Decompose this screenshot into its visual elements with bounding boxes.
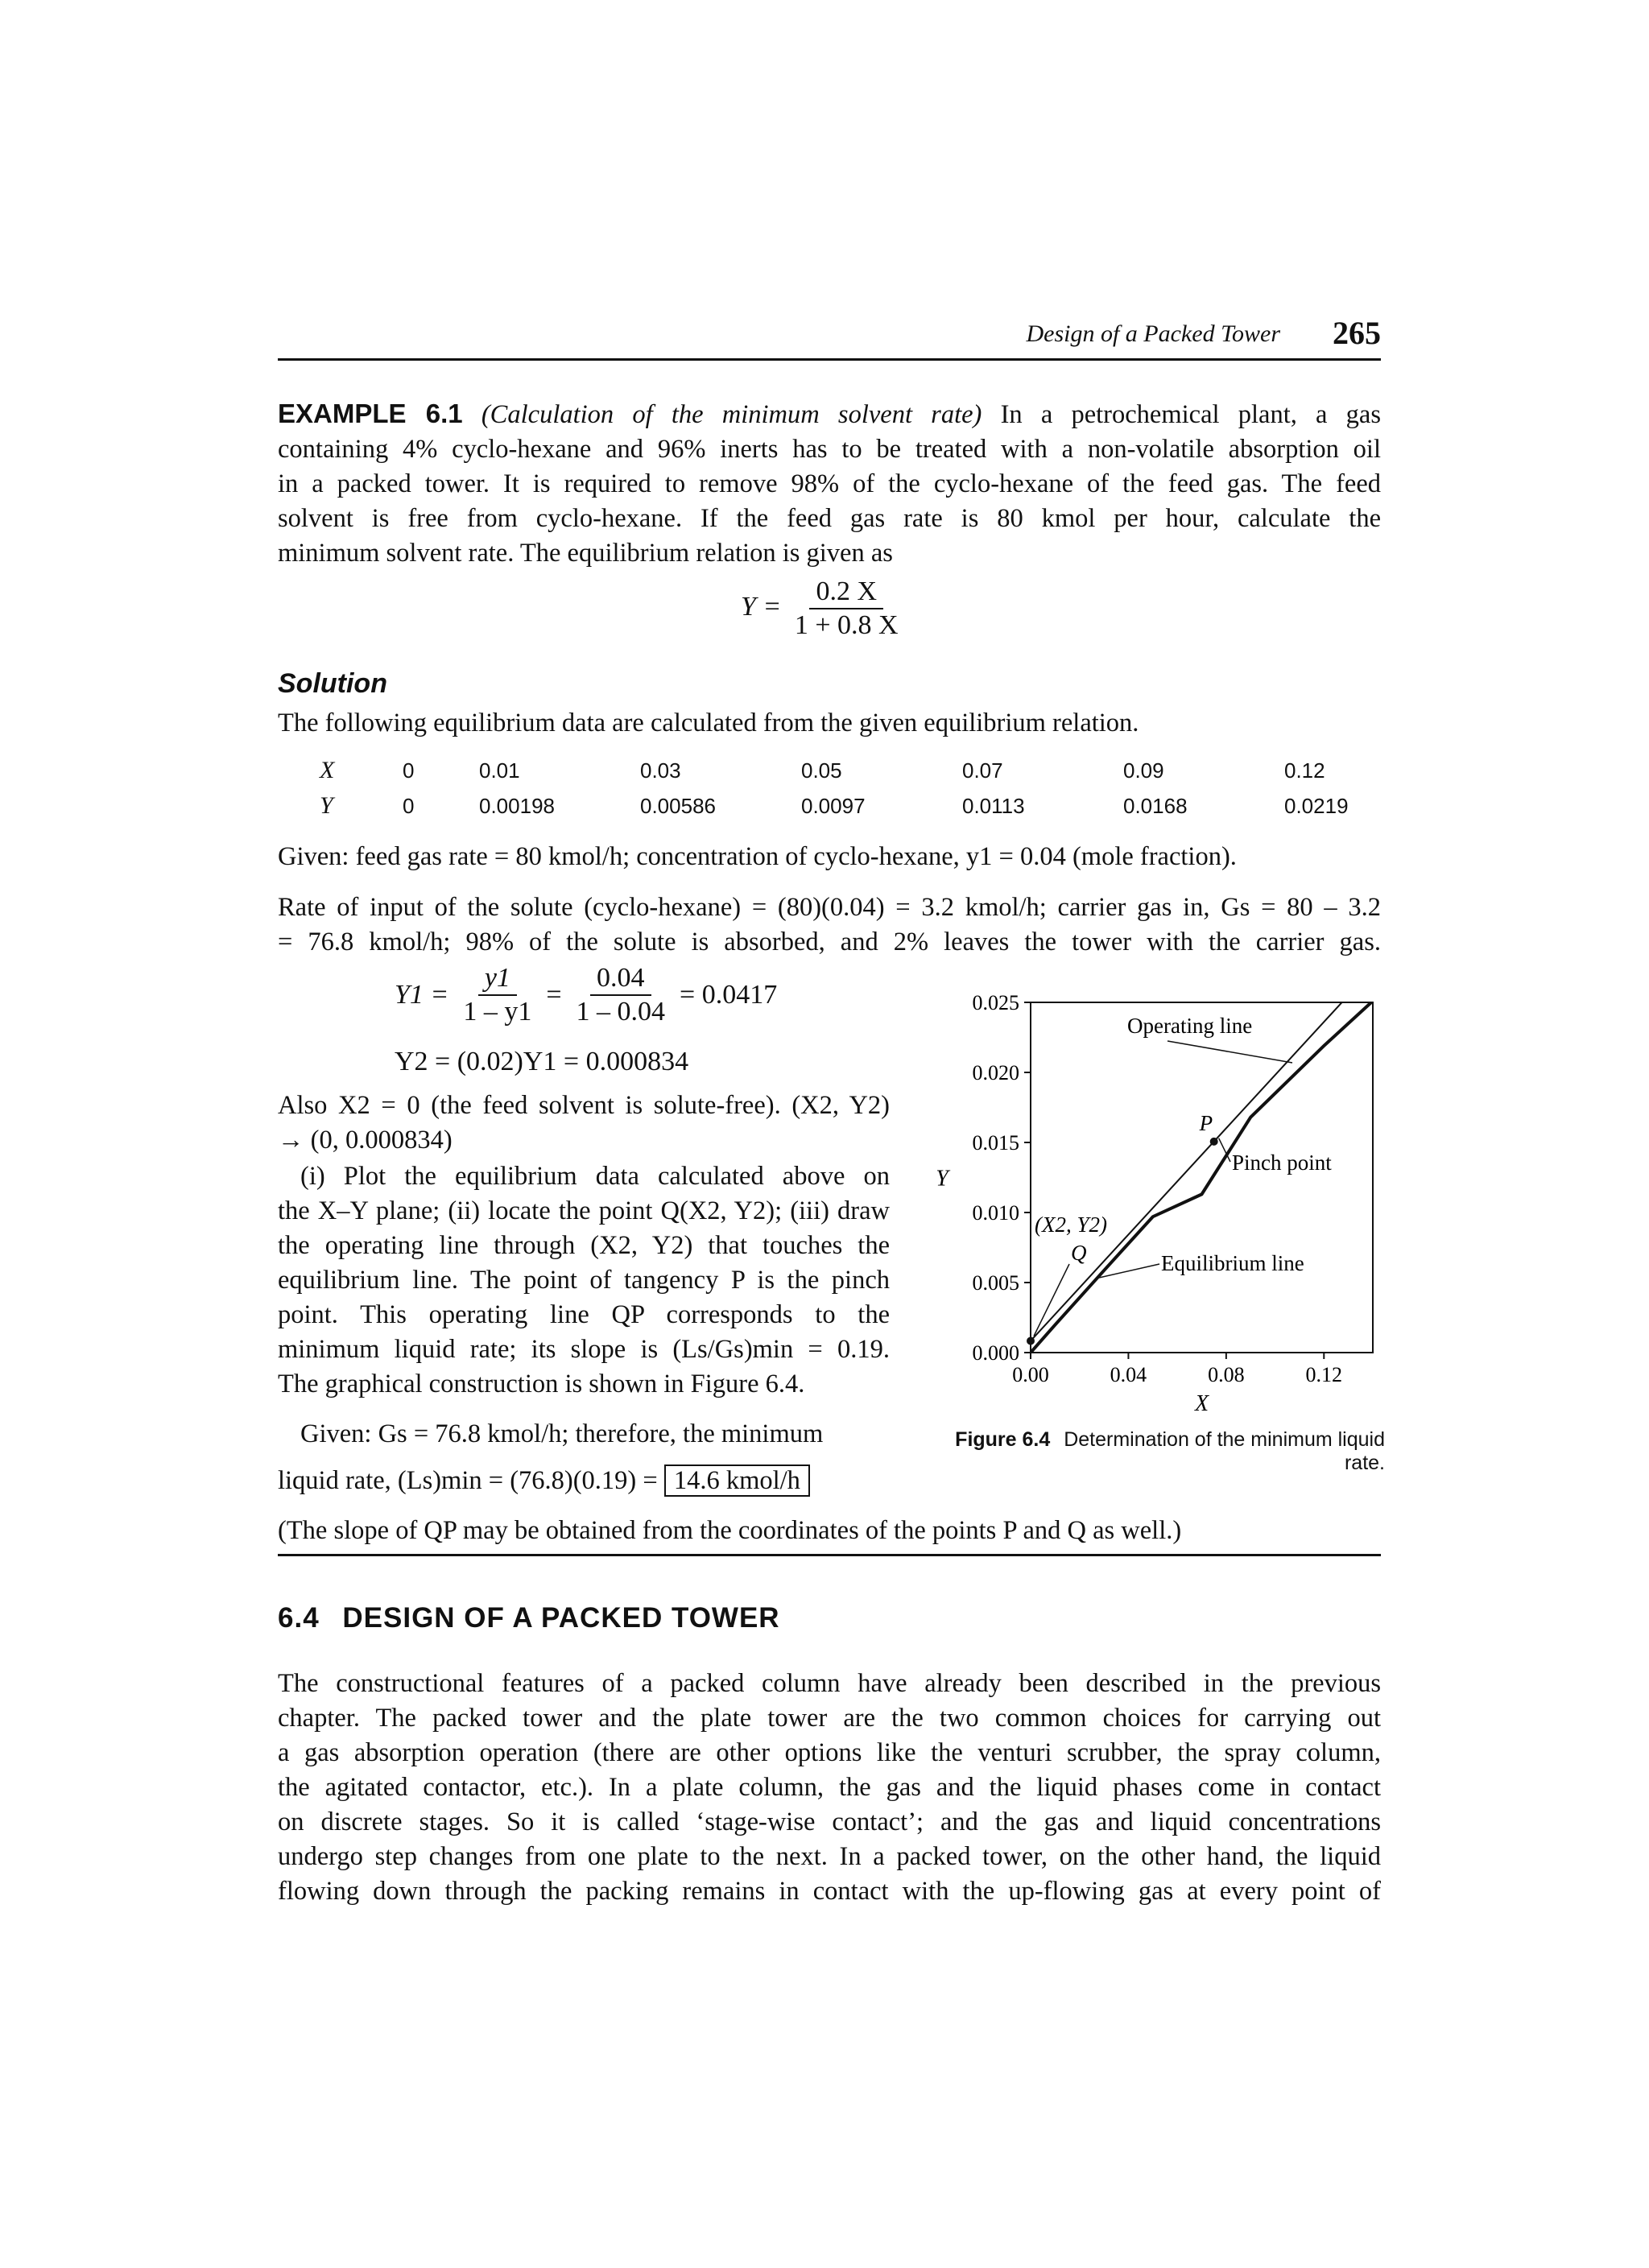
paragraph-line: a gas absorption operation (there are other options like the venturi scrubber, the spray column, (278, 1738, 1381, 1767)
y-tick-label: 0.025 (972, 991, 1019, 1014)
problem-line: In a petrochemical plant, a gas (1000, 400, 1381, 429)
steps-line: minimum liquid rate; its slope is (Ls/Gs)min = 0.19. (278, 1335, 890, 1364)
x-tick-label: 0.08 (1208, 1363, 1245, 1386)
steps-line: the operating line through (X2, Y2) that touches the (278, 1231, 890, 1260)
table-x-label: X (320, 757, 335, 783)
paragraph-line: on discrete stages. So it is called ‘stage-wise contact’; and the gas and liquid concentrations (278, 1807, 1381, 1836)
caption-label: Figure 6.4 (955, 1428, 1051, 1451)
paragraph-line: flowing down through the packing remains in contact with the up-flowing gas at every point of (278, 1877, 1381, 1906)
steps-paragraph (278, 1159, 890, 1402)
table-cell: 0.01 (479, 758, 520, 783)
given-line: Given: feed gas rate = 80 kmol/h; concentration of cyclo-hexane, y1 = 0.04 (mole fraction). (278, 842, 1237, 871)
x-tick-label: 0.04 (1110, 1363, 1147, 1386)
steps-line: The graphical construction is shown in Figure 6.4. (278, 1369, 805, 1398)
problem-line: minimum solvent rate. The equilibrium relation is given as (278, 539, 893, 568)
liquid-rate-result: 14.6 kmol/h (664, 1464, 810, 1497)
equation-lhs: Y = (741, 591, 782, 622)
y1-frac1-den: 1 – y1 (463, 997, 532, 1027)
y-tick-label: 0.020 (972, 1061, 1019, 1084)
annotation-equilibrium-line: Equilibrium line (1161, 1251, 1304, 1275)
section-paragraph (278, 1667, 1381, 1909)
also-paragraph (278, 1089, 890, 1158)
running-title: Design of a Packed Tower (1026, 320, 1280, 347)
example-title: (Calculation of the minimum solvent rate) (481, 400, 982, 429)
solution-heading: Solution (278, 668, 387, 699)
y-tick-label: 0.000 (972, 1341, 1019, 1365)
table-cell: 0.00198 (479, 794, 555, 818)
y1-lhs: Y1 = (395, 980, 449, 1010)
table-cell: 0.03 (640, 758, 681, 783)
annotation-p: P (1199, 1110, 1213, 1135)
y-tick-label: 0.015 (972, 1131, 1019, 1155)
equation-denominator: 1 + 0.8 X (794, 610, 899, 640)
solution-intro: The following equilibrium data are calculated from the given equilibrium relation. (278, 708, 1139, 737)
table-cell: 0.0168 (1123, 794, 1188, 818)
rate-line: Rate of input of the solute (cyclo-hexane) = (80)(0.04) = 3.2 kmol/h; carrier gas in, Gs = 80 – 3.2 (278, 893, 1381, 922)
liquid-rate-prefix: liquid rate, (Ls)min = (76.8)(0.19) = (278, 1466, 658, 1495)
y1-result: = 0.0417 (680, 980, 778, 1010)
steps-line: equilibrium line. The point of tangency P is the pinch (278, 1266, 890, 1295)
y-tick-label: 0.010 (972, 1201, 1019, 1225)
problem-line: containing 4% cyclo-hexane and 96% inerts has to be treated with a non-volatile absorption oil (278, 435, 1381, 464)
x-axis-label: X (1194, 1391, 1209, 1413)
table-y-label: Y (320, 792, 333, 819)
leader-q (1034, 1264, 1069, 1336)
problem-line: in a packed tower. It is required to remove 98% of the cyclo-hexane of the feed gas. The feed (278, 469, 1381, 498)
page-number: 265 (1333, 315, 1381, 351)
example-label: EXAMPLE 6.1 (278, 399, 463, 428)
section-title: DESIGN OF A PACKED TOWER (342, 1602, 780, 1634)
y2-equation: Y2 = (0.02)Y1 = 0.000834 (395, 1047, 689, 1076)
paragraph-line: chapter. The packed tower and the plate tower are the two common choices for carrying out (278, 1704, 1381, 1733)
steps-line: point. This operating line QP corresponds to the (278, 1300, 890, 1329)
steps-line: (i) Plot the equilibrium data calculated above on (300, 1162, 890, 1191)
x-tick-label: 0.00 (1012, 1363, 1049, 1386)
problem-line: solvent is free from cyclo-hexane. If the feed gas rate is 80 kmol per hour, calculate the (278, 504, 1381, 533)
caption-text: Determination of the minimum liquid rate. (1064, 1428, 1385, 1474)
y1-frac2-den: 1 – 0.04 (576, 997, 666, 1027)
y-axis-label: Y (936, 1166, 948, 1192)
figure-6-4-chart (926, 978, 1385, 1413)
equilibrium-line (1031, 1001, 1373, 1353)
liquid-rate-line (278, 1464, 1002, 1498)
table-cell: 0 (403, 758, 415, 783)
leader-operating-line (1168, 1041, 1292, 1063)
table-cell: 0.05 (801, 758, 842, 783)
y1-equals: = (546, 980, 562, 1010)
table-cell: 0.12 (1284, 758, 1325, 783)
equilibrium-table (278, 757, 1381, 829)
annotation-operating-line: Operating line (1127, 1014, 1253, 1038)
paragraph-line: The constructional features of a packed column have already been described in the previous (278, 1669, 1381, 1698)
y1-frac1-num: y1 (478, 962, 517, 996)
table-cell: 0.0113 (962, 794, 1025, 818)
y-tick-label: 0.005 (972, 1271, 1019, 1295)
equation-numerator: 0.2 X (809, 576, 883, 609)
also-line: Also X2 = 0 (the feed solvent is solute-free). (X2, Y2) (278, 1091, 890, 1120)
equilibrium-equation (741, 576, 905, 642)
pinch-point-marker (1210, 1138, 1218, 1146)
y1-frac2-num: 0.04 (590, 962, 651, 996)
table-cell: 0.0219 (1284, 794, 1349, 818)
paragraph-line: the agitated contactor, etc.). In a plate column, the gas and the liquid phases come in contact (278, 1773, 1381, 1802)
section-heading (278, 1602, 780, 1634)
table-cell: 0.09 (1123, 758, 1164, 783)
rate-line: = 76.8 kmol/h; 98% of the solute is absorbed, and 2% leaves the tower with the carrier gas. (278, 927, 1381, 956)
example-end-rule (278, 1554, 1381, 1556)
slope-note: (The slope of QP may be obtained from the coordinates of the points P and Q as well.) (278, 1516, 1182, 1545)
annotation-q: Q (1071, 1241, 1087, 1265)
annotation-x2-y2: (X2, Y2) (1035, 1212, 1107, 1237)
header-rule (278, 358, 1381, 361)
figure-caption (918, 1428, 1385, 1475)
table-cell: 0.00586 (640, 794, 716, 818)
rate-paragraph (278, 890, 1381, 960)
table-cell: 0 (403, 794, 415, 818)
table-cell: 0.07 (962, 758, 1003, 783)
plot-frame (1031, 1002, 1373, 1353)
example-statement (278, 396, 1381, 571)
table-cell: 0.0097 (801, 794, 866, 818)
given2-line: Given: Gs = 76.8 kmol/h; therefore, the minimum (300, 1419, 824, 1448)
paragraph-line: undergo step changes from one plate to the next. In a packed tower, on the other hand, the liquid (278, 1842, 1381, 1871)
also-line: → (0, 0.000834) (278, 1126, 453, 1155)
section-number: 6.4 (278, 1602, 320, 1634)
annotation-pinch-point: Pinch point (1232, 1151, 1332, 1175)
steps-line: the X–Y plane; (ii) locate the point Q(X2, Y2); (iii) draw (278, 1196, 890, 1225)
x-tick-label: 0.12 (1305, 1363, 1343, 1386)
y1-equation (395, 962, 777, 1028)
point-q-marker (1027, 1336, 1035, 1345)
